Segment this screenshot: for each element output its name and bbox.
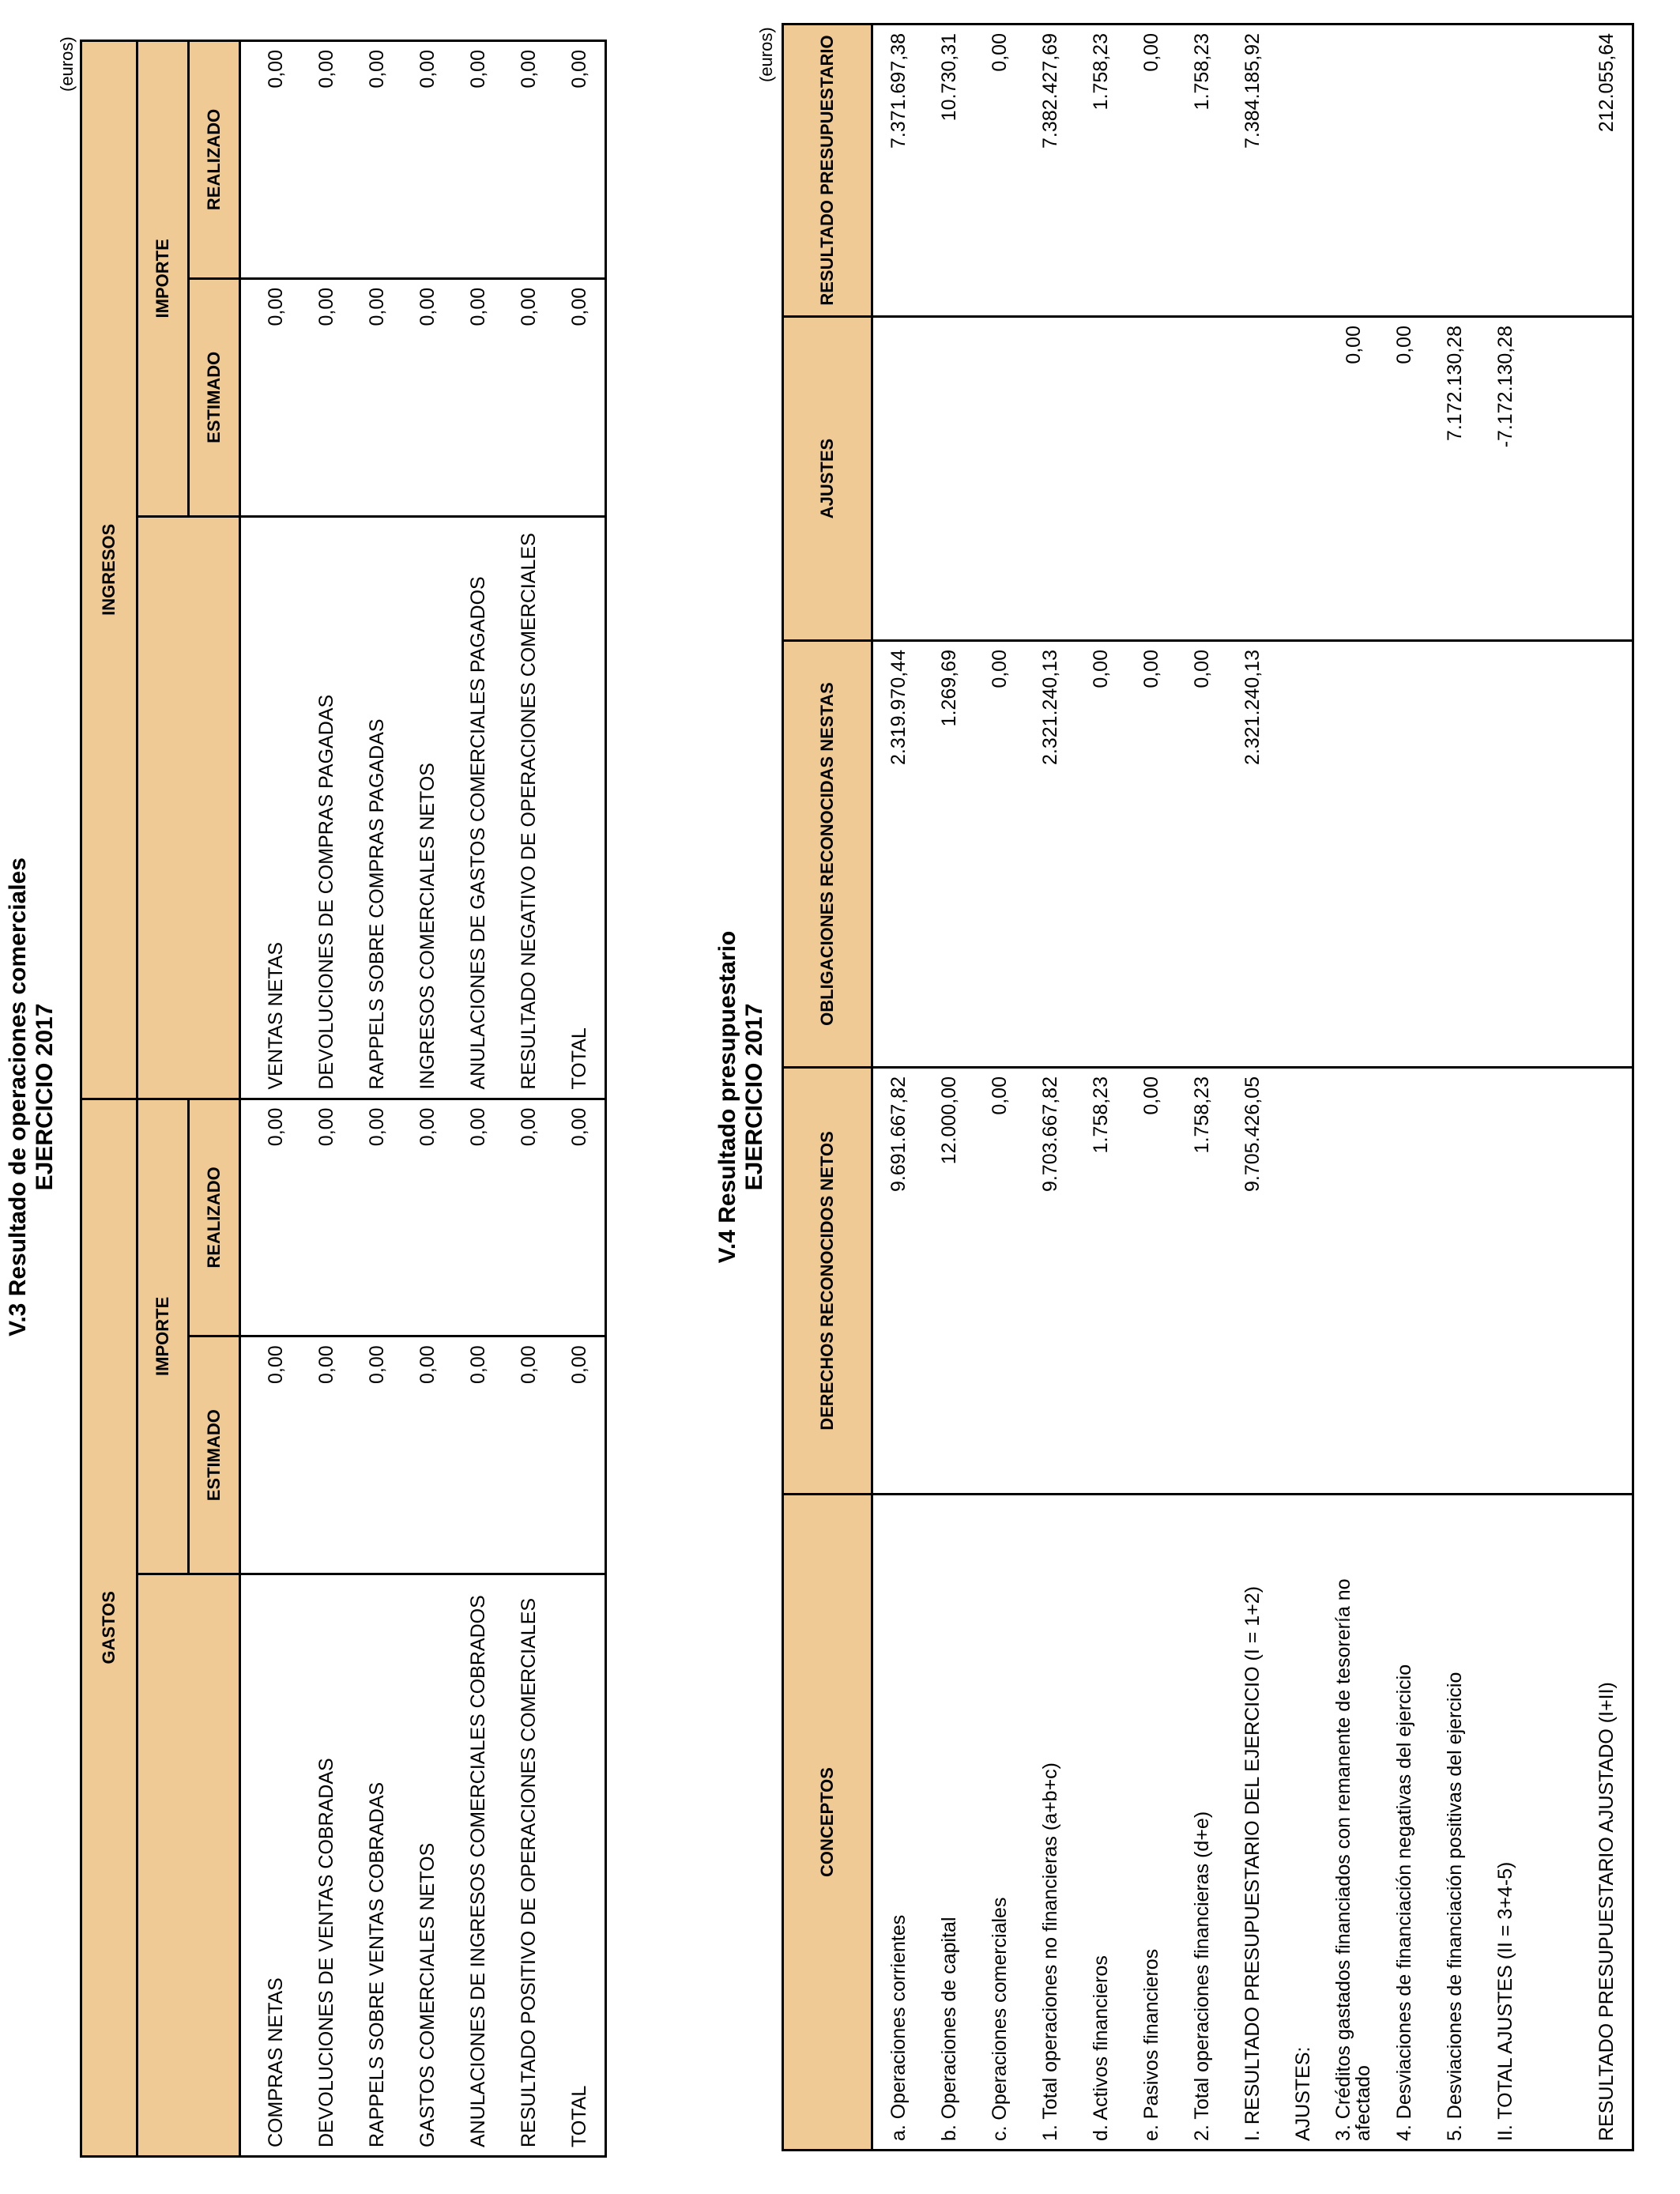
v3-title: V.3 Resultado de operaciones comerciales: [5, 858, 31, 1336]
gasto-concept-cell: DEVOLUCIONES DE VENTAS COBRADAS: [315, 1758, 337, 2147]
v4-table-row: [1531, 25, 1581, 2151]
ingreso-concept-cell: VENTAS NETAS: [240, 516, 302, 1099]
ingreso-estimado-cell: 0,00: [402, 278, 453, 516]
v4-table-row: [924, 25, 974, 2151]
ingreso-concept-cell: INGRESOS COMERCIALES NETOS: [402, 516, 453, 1099]
v4-header-conceptos: CONCEPTOS: [783, 1495, 872, 2151]
ingreso-concept-cell: DEVOLUCIONES DE COMPRAS PAGADAS: [301, 516, 352, 1099]
ingreso-realizado-cell: 0,00: [352, 41, 402, 279]
v4-table-row: [1430, 25, 1480, 2151]
ingresos-header: INGRESOS: [81, 41, 137, 1099]
ingreso-realizado-cell: 0,00: [402, 41, 453, 279]
gastos-realizado-header: REALIZADO: [189, 1099, 240, 1336]
gasto-realizado-cell: 0,00: [453, 1099, 503, 1336]
gasto-estimado-cell: 0,00: [240, 1336, 302, 1574]
v4-table-row: [1278, 25, 1328, 2151]
v4-header-ajustes: AJUSTES: [783, 317, 872, 641]
v3-table-row: [503, 41, 554, 2157]
v4-resultado-cell: [1430, 25, 1480, 317]
gasto-realizado-cell: 0,00: [240, 1099, 302, 1336]
v4-concepto-cell: a. Operaciones corrientes: [887, 1914, 910, 2141]
v4-obligaciones-cell: [1581, 641, 1633, 1068]
v4-derechos-cell: 0,00: [1126, 1068, 1177, 1495]
gastos-header: GASTOS: [81, 1099, 137, 2156]
v4-obligaciones-cell: 2.321.240,13: [1227, 641, 1278, 1068]
v4-obligaciones-cell: 2.321.240,13: [1025, 641, 1075, 1068]
v4-table-row: [1480, 25, 1531, 2151]
v4-concepto-cell: I. RESULTADO PRESUPUESTARIO DEL EJERCICIO (I = 1+2): [1241, 1585, 1264, 2141]
v4-obligaciones-cell: [1480, 641, 1531, 1068]
v4-resultado-cell: 212.055,64: [1581, 25, 1633, 317]
v4-obligaciones-cell: 0,00: [1075, 641, 1126, 1068]
ingreso-estimado-cell: 0,00: [352, 278, 402, 516]
gasto-estimado-cell: 0,00: [301, 1336, 352, 1574]
v4-resultado-cell: 7.382.427,69: [1025, 25, 1075, 317]
ingresos-concept-header-blank: [137, 516, 240, 1099]
v4-ajustes-cell: 7.172.130,28: [1430, 317, 1480, 641]
v4-resultado-cell: [1480, 25, 1531, 317]
v4-obligaciones-cell: 0,00: [1126, 641, 1177, 1068]
ingreso-estimado-cell: 0,00: [301, 278, 352, 516]
ingreso-realizado-cell: 0,00: [301, 41, 352, 279]
v4-obligaciones-cell: 2.319.970,44: [872, 641, 925, 1068]
v4-concepto-cell: d. Activos financieros: [1089, 1955, 1112, 2141]
v4-obligaciones-cell: 0,00: [1177, 641, 1227, 1068]
v3-table-row: [240, 41, 302, 2157]
v3-table-row: [301, 41, 352, 2157]
v4-ajustes-cell: -7.172.130,28: [1480, 317, 1531, 641]
v4-derechos-cell: [1430, 1068, 1480, 1495]
v4-table-row: [1379, 25, 1430, 2151]
v4-obligaciones-cell: [1278, 641, 1328, 1068]
v4-resultado-cell: 7.371.697,38: [872, 25, 925, 317]
v4-obligaciones-cell: 0,00: [974, 641, 1025, 1068]
gasto-concept-cell: RAPPELS SOBRE VENTAS COBRADAS: [365, 1781, 388, 2147]
v4-ajustes-cell: [1075, 317, 1126, 641]
v4-concepto-cell: RESULTADO PRESUPUESTARIO AJUSTADO (I+II): [1595, 1682, 1618, 2141]
ingresos-realizado-header: REALIZADO: [189, 41, 240, 279]
v4-header-obligaciones: OBLIGACIONES RECONOCIDAS NESTAS: [783, 641, 872, 1068]
v4-derechos-cell: 1.758,23: [1075, 1068, 1126, 1495]
v4-ajustes-cell: [1025, 317, 1075, 641]
gasto-realizado-cell: 0,00: [503, 1099, 554, 1336]
v3-table-row: [554, 41, 606, 2157]
gasto-estimado-cell: 0,00: [352, 1336, 402, 1574]
gasto-realizado-cell: 0,00: [554, 1099, 606, 1336]
v4-table-row: [974, 25, 1025, 2151]
gastos-importe-header: IMPORTE: [137, 1099, 189, 1574]
v4-derechos-cell: [1480, 1068, 1531, 1495]
ingreso-estimado-cell: 0,00: [554, 278, 606, 516]
v4-ajustes-cell: [1126, 317, 1177, 641]
ingresos-estimado-header: ESTIMADO: [189, 278, 240, 516]
v4-table-row: [1227, 25, 1278, 2151]
v4-concepto-cell: 4. Desviaciones de financiación negativas del ejercicio: [1392, 1664, 1415, 2141]
v3-unit: (euros): [57, 36, 77, 92]
v4-resultado-cell: 1.758,23: [1177, 25, 1227, 317]
v4-resultado-cell: 1.758,23: [1075, 25, 1126, 317]
v4-derechos-cell: 9.691.667,82: [872, 1068, 925, 1495]
ingreso-realizado-cell: 0,00: [240, 41, 302, 279]
v4-header-resultado: RESULTADO PRESUPUESTARIO: [783, 25, 872, 317]
v4-concepto-cell: c. Operaciones comerciales: [988, 1897, 1011, 2141]
v4-derechos-cell: [1531, 1068, 1581, 1495]
v4-derechos-cell: 9.705.426,05: [1227, 1068, 1278, 1495]
v4-table-row: [1126, 25, 1177, 2151]
v4-title-block: [714, 0, 768, 2194]
v4-resultado-cell: 0,00: [1126, 25, 1177, 317]
ingreso-realizado-cell: 0,00: [554, 41, 606, 279]
v4-concepto-cell: AJUSTES:: [1291, 2046, 1314, 2141]
gastos-concept-header-blank: [137, 1574, 240, 2157]
v4-ajustes-cell: 0,00: [1379, 317, 1430, 641]
v4-concepto-cell: b. Operaciones de capital: [937, 1917, 960, 2141]
v4-derechos-cell: 12.000,00: [924, 1068, 974, 1495]
v4-concepto-cell: [1531, 1495, 1581, 2151]
v4-obligaciones-cell: [1430, 641, 1480, 1068]
v4-resultado-cell: [1278, 25, 1328, 317]
v4-resultado-cell: [1379, 25, 1430, 317]
v4-header-derechos: DERECHOS RECONOCIDOS NETOS: [783, 1068, 872, 1495]
v4-concepto-cell: 1. Total operaciones no financieras (a+b+c): [1038, 1762, 1061, 2141]
ingresos-importe-header: IMPORTE: [137, 41, 189, 517]
gastos-estimado-header: ESTIMADO: [189, 1336, 240, 1574]
v4-derechos-cell: 9.703.667,82: [1025, 1068, 1075, 1495]
v4-ajustes-cell: [924, 317, 974, 641]
gasto-concept-cell: GASTOS COMERCIALES NETOS: [416, 1842, 439, 2147]
v4-table-row: [1025, 25, 1075, 2151]
gasto-realizado-cell: 0,00: [352, 1099, 402, 1336]
v4-obligaciones-cell: [1328, 641, 1379, 1068]
v4-concepto-cell: 5. Desviaciones de financiación positivas del ejercicio: [1443, 1672, 1466, 2141]
v4-resultado-cell: [1531, 25, 1581, 317]
v4-table-row: [1075, 25, 1126, 2151]
gasto-estimado-cell: 0,00: [503, 1336, 554, 1574]
ingreso-estimado-cell: 0,00: [503, 278, 554, 516]
gasto-estimado-cell: 0,00: [402, 1336, 453, 1574]
v4-concepto-cell: 2. Total operaciones financieras (d+e): [1190, 1811, 1213, 2141]
ingreso-concept-cell: ANULACIONES DE GASTOS COMERCIALES PAGADOS: [453, 516, 503, 1099]
v4-resultado-cell: 0,00: [974, 25, 1025, 317]
v4-table: [782, 23, 1634, 2151]
v3-table: [80, 40, 607, 2158]
v4-derechos-cell: 1.758,23: [1177, 1068, 1227, 1495]
v4-derechos-cell: [1581, 1068, 1633, 1495]
v3-table-row: [352, 41, 402, 2157]
v4-ajustes-cell: 0,00: [1328, 317, 1379, 641]
ingreso-estimado-cell: 0,00: [240, 278, 302, 516]
v4-title: V.4 Resultado presupuestario: [714, 930, 740, 1264]
gasto-realizado-cell: 0,00: [402, 1099, 453, 1336]
v4-unit: (euros): [756, 27, 776, 82]
v4-table-row: [1177, 25, 1227, 2151]
ingreso-concept-cell: TOTAL: [554, 516, 606, 1099]
v4-resultado-cell: 10.730,31: [924, 25, 974, 317]
v4-subtitle: EJERCICIO 2017: [741, 1003, 767, 1191]
gasto-estimado-cell: 0,00: [554, 1336, 606, 1574]
v4-derechos-cell: [1379, 1068, 1430, 1495]
v4-table-row: [1581, 25, 1633, 2151]
v4-ajustes-cell: [1531, 317, 1581, 641]
ingreso-realizado-cell: 0,00: [453, 41, 503, 279]
v3-table-row: [402, 41, 453, 2157]
v4-table-row: [872, 25, 925, 2151]
v4-ajustes-cell: [974, 317, 1025, 641]
gasto-concept-cell: COMPRAS NETAS: [264, 1977, 287, 2147]
v3-title-block: [5, 0, 58, 2194]
ingreso-concept-cell: RAPPELS SOBRE COMPRAS PAGADAS: [352, 516, 402, 1099]
v4-derechos-cell: 0,00: [974, 1068, 1025, 1495]
gasto-realizado-cell: 0,00: [301, 1099, 352, 1336]
v4-obligaciones-cell: [1379, 641, 1430, 1068]
v4-ajustes-cell: [1227, 317, 1278, 641]
v3-table-row: [453, 41, 503, 2157]
ingreso-estimado-cell: 0,00: [453, 278, 503, 516]
gasto-concept-cell: TOTAL: [567, 2085, 590, 2147]
v4-ajustes-cell: [872, 317, 925, 641]
gasto-estimado-cell: 0,00: [453, 1336, 503, 1574]
v4-concepto-cell: II. TOTAL AJUSTES (II = 3+4-5): [1494, 1861, 1516, 2141]
v4-resultado-cell: 7.384.185,92: [1227, 25, 1278, 317]
v4-ajustes-cell: [1581, 317, 1633, 641]
v4-obligaciones-cell: 1.269,69: [924, 641, 974, 1068]
gasto-concept-cell: RESULTADO POSITIVO DE OPERACIONES COMERCIALES: [517, 1597, 540, 2147]
v4-table-row: [1328, 25, 1379, 2151]
ingreso-concept-cell: RESULTADO NEGATIVO DE OPERACIONES COMERCIALES: [503, 516, 554, 1099]
v4-derechos-cell: [1328, 1068, 1379, 1495]
v3-subtitle: EJERCICIO 2017: [32, 1003, 58, 1191]
v4-obligaciones-cell: [1531, 641, 1581, 1068]
v4-ajustes-cell: [1278, 317, 1328, 641]
v4-derechos-cell: [1278, 1068, 1328, 1495]
v4-concepto-cell: 3. Créditos gastados financiados con remanente de tesorería no afectado: [1332, 1578, 1374, 2141]
v4-ajustes-cell: [1177, 317, 1227, 641]
v4-concepto-cell: e. Pasivos financieros: [1139, 1948, 1162, 2141]
v4-resultado-cell: [1328, 25, 1379, 317]
gasto-concept-cell: ANULACIONES DE INGRESOS COMERCIALES COBRADOS: [466, 1595, 489, 2147]
ingreso-realizado-cell: 0,00: [503, 41, 554, 279]
